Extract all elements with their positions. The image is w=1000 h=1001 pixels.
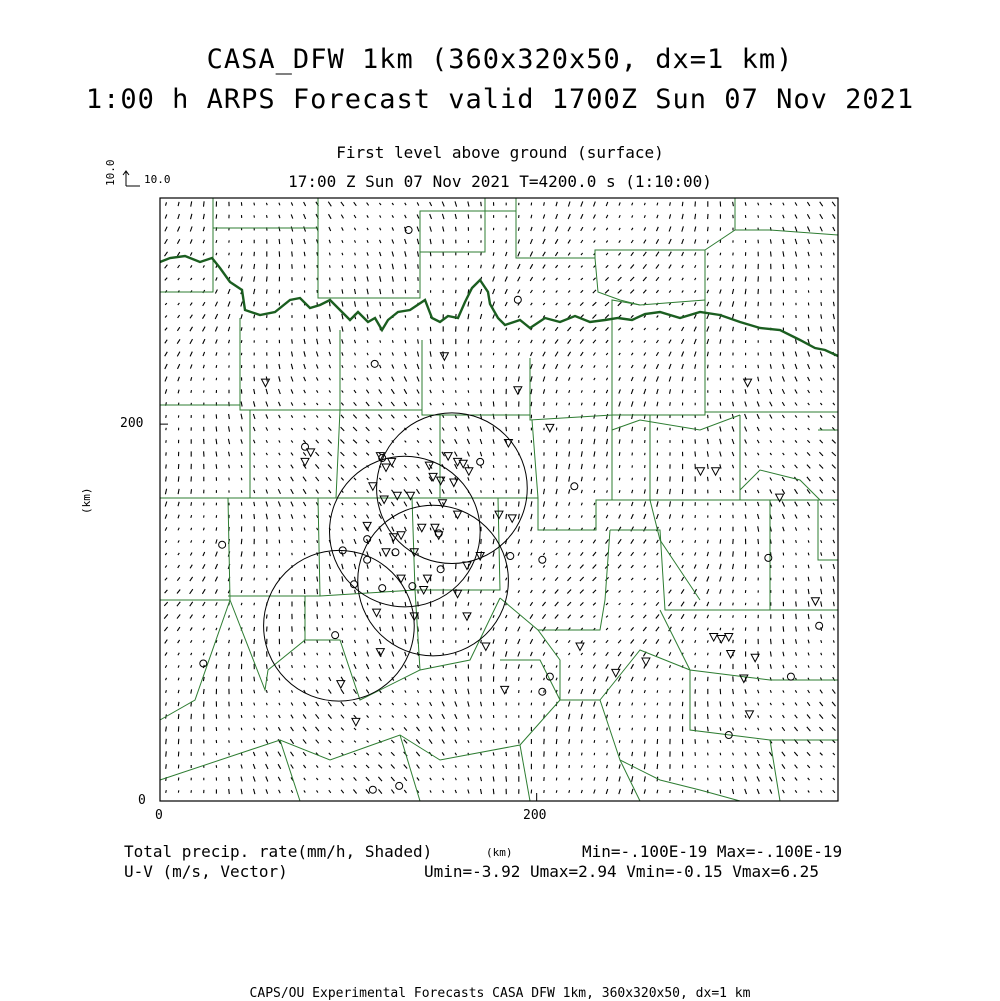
circle-station-3 (302, 443, 309, 450)
circle-station-10 (364, 556, 371, 563)
county-boundary-38 (400, 735, 420, 801)
triangle-station-1 (440, 353, 448, 361)
triangle-station-56 (811, 598, 819, 606)
y-tick-label-0: 0 (138, 793, 146, 808)
map-title-line2: 1:00 h ARPS Forecast valid 1700Z Sun 07 Nov 2021 (85, 84, 915, 115)
triangle-station-45 (576, 643, 584, 651)
radar-range-circle-1 (377, 413, 528, 564)
triangle-station-31 (431, 524, 439, 532)
triangle-station-4 (546, 424, 554, 432)
triangle-station-16 (429, 473, 437, 481)
triangle-station-57 (745, 711, 753, 719)
triangle-station-41 (373, 609, 381, 617)
y-tick-label-200: 200 (120, 416, 144, 431)
county-boundary-45 (818, 500, 838, 560)
triangle-station-40 (454, 590, 462, 598)
circle-station-24 (816, 622, 823, 629)
county-boundary-13 (612, 300, 705, 415)
county-boundary-35 (420, 598, 500, 670)
x-tick-label-0: 0 (155, 808, 163, 823)
triangle-station-60 (337, 681, 345, 689)
river-boundary (160, 256, 838, 356)
county-boundary-3 (420, 198, 516, 252)
county-boundary-15 (160, 410, 250, 498)
circle-station-5 (477, 458, 484, 465)
circle-station-17 (379, 585, 386, 592)
triangle-station-19 (369, 483, 377, 491)
triangle-station-9 (388, 458, 396, 466)
triangle-station-26 (508, 515, 516, 523)
county-boundary-47 (740, 470, 820, 500)
circle-station-15 (507, 553, 514, 560)
triangle-station-11 (444, 453, 452, 461)
triangle-station-50 (710, 634, 718, 642)
precip-field-label: Total precip. rate(mm/h, Shaded) (124, 842, 433, 861)
triangle-station-35 (463, 562, 471, 570)
triangle-station-10 (382, 464, 390, 472)
triangle-station-30 (418, 524, 426, 532)
triangle-station-58 (501, 686, 509, 694)
triangle-station-14 (465, 468, 473, 476)
reference-vector-horizontal-label: 10.0 (144, 173, 171, 186)
circle-station-2 (371, 360, 378, 367)
triangle-station-3 (744, 379, 752, 387)
county-boundary-9 (240, 330, 340, 410)
valid-time-label: 17:00 Z Sun 07 Nov 2021 T=4200.0 s (1:10:00) (288, 172, 712, 191)
triangle-station-20 (380, 496, 388, 504)
county-boundary-16 (250, 410, 340, 498)
triangle-station-25 (495, 511, 503, 519)
county-boundary-0 (160, 198, 213, 292)
wind-field-label: U-V (m/s, Vector) (124, 862, 288, 881)
county-boundary-20 (596, 415, 650, 500)
county-boundary-1 (213, 198, 318, 292)
circle-station-7 (219, 541, 226, 548)
triangle-station-59 (352, 718, 360, 726)
county-boundary-23 (160, 498, 230, 600)
triangle-station-47 (642, 658, 650, 666)
county-boundary-24 (228, 498, 320, 596)
triangle-station-28 (390, 534, 398, 542)
triangle-station-52 (725, 634, 733, 642)
county-boundary-4 (516, 211, 705, 300)
circle-station-27 (369, 786, 376, 793)
wind-field-range: Umin=-3.92 Umax=2.94 Vmin=-0.15 Vmax=6.25 (424, 862, 819, 881)
county-boundary-32 (160, 600, 230, 720)
credit-line: CAPS/OU Experimental Forecasts CASA DFW 1km, 360x320x50, dx=1 km (249, 986, 751, 1001)
triangle-station-24 (454, 511, 462, 519)
county-boundary-19 (538, 415, 612, 530)
circle-station-11 (392, 549, 399, 556)
circle-station-13 (437, 566, 444, 573)
circle-station-14 (539, 556, 546, 563)
county-boundary-14 (705, 412, 838, 415)
reference-vector-vertical-label: 10.0 (104, 159, 117, 186)
triangle-station-33 (382, 549, 390, 557)
x-tick-label-200: 200 (523, 808, 547, 823)
county-boundary-39 (520, 745, 530, 801)
radar-range-circle-4 (264, 550, 415, 701)
county-boundary-26 (415, 498, 500, 590)
triangle-station-43 (463, 613, 471, 621)
triangle-station-62 (712, 468, 720, 476)
county-boundary-12 (530, 330, 612, 420)
reference-vector-arrow (123, 171, 140, 186)
y-axis-unit: (km) (80, 487, 93, 514)
circle-station-1 (514, 296, 521, 303)
county-boundary-2 (318, 198, 485, 298)
triangle-station-46 (612, 669, 620, 677)
map-title-line1: CASA_DFW 1km (360x320x50, dx=1 km) (206, 44, 794, 75)
county-boundary-18 (440, 420, 538, 498)
triangle-station-6 (307, 449, 315, 457)
triangle-station-7 (301, 458, 309, 466)
county-boundary-40 (620, 760, 640, 801)
triangle-station-29 (397, 532, 405, 540)
circle-station-21 (539, 688, 546, 695)
county-boundary-30 (660, 610, 838, 680)
circle-station-6 (571, 483, 578, 490)
circle-station-23 (765, 554, 772, 561)
triangle-station-51 (717, 635, 725, 643)
triangle-station-22 (406, 492, 414, 500)
county-boundary-17 (336, 415, 440, 498)
precip-field-range: Min=-.100E-19 Max=-.100E-19 (582, 842, 843, 861)
x-axis-unit: (km) (486, 846, 513, 859)
triangle-station-0 (261, 379, 269, 387)
level-label: First level above ground (surface) (336, 143, 664, 162)
county-boundary-36 (160, 700, 740, 801)
triangle-station-44 (482, 643, 490, 651)
circle-station-28 (396, 782, 403, 789)
triangle-station-21 (393, 492, 401, 500)
circle-station-25 (787, 673, 794, 680)
county-boundary-10 (340, 340, 422, 410)
circle-station-20 (200, 660, 207, 667)
circle-station-19 (332, 632, 339, 639)
county-boundary-37 (280, 740, 300, 801)
circle-station-12 (435, 530, 442, 537)
triangle-station-48 (697, 468, 705, 476)
triangle-station-2 (514, 387, 522, 395)
